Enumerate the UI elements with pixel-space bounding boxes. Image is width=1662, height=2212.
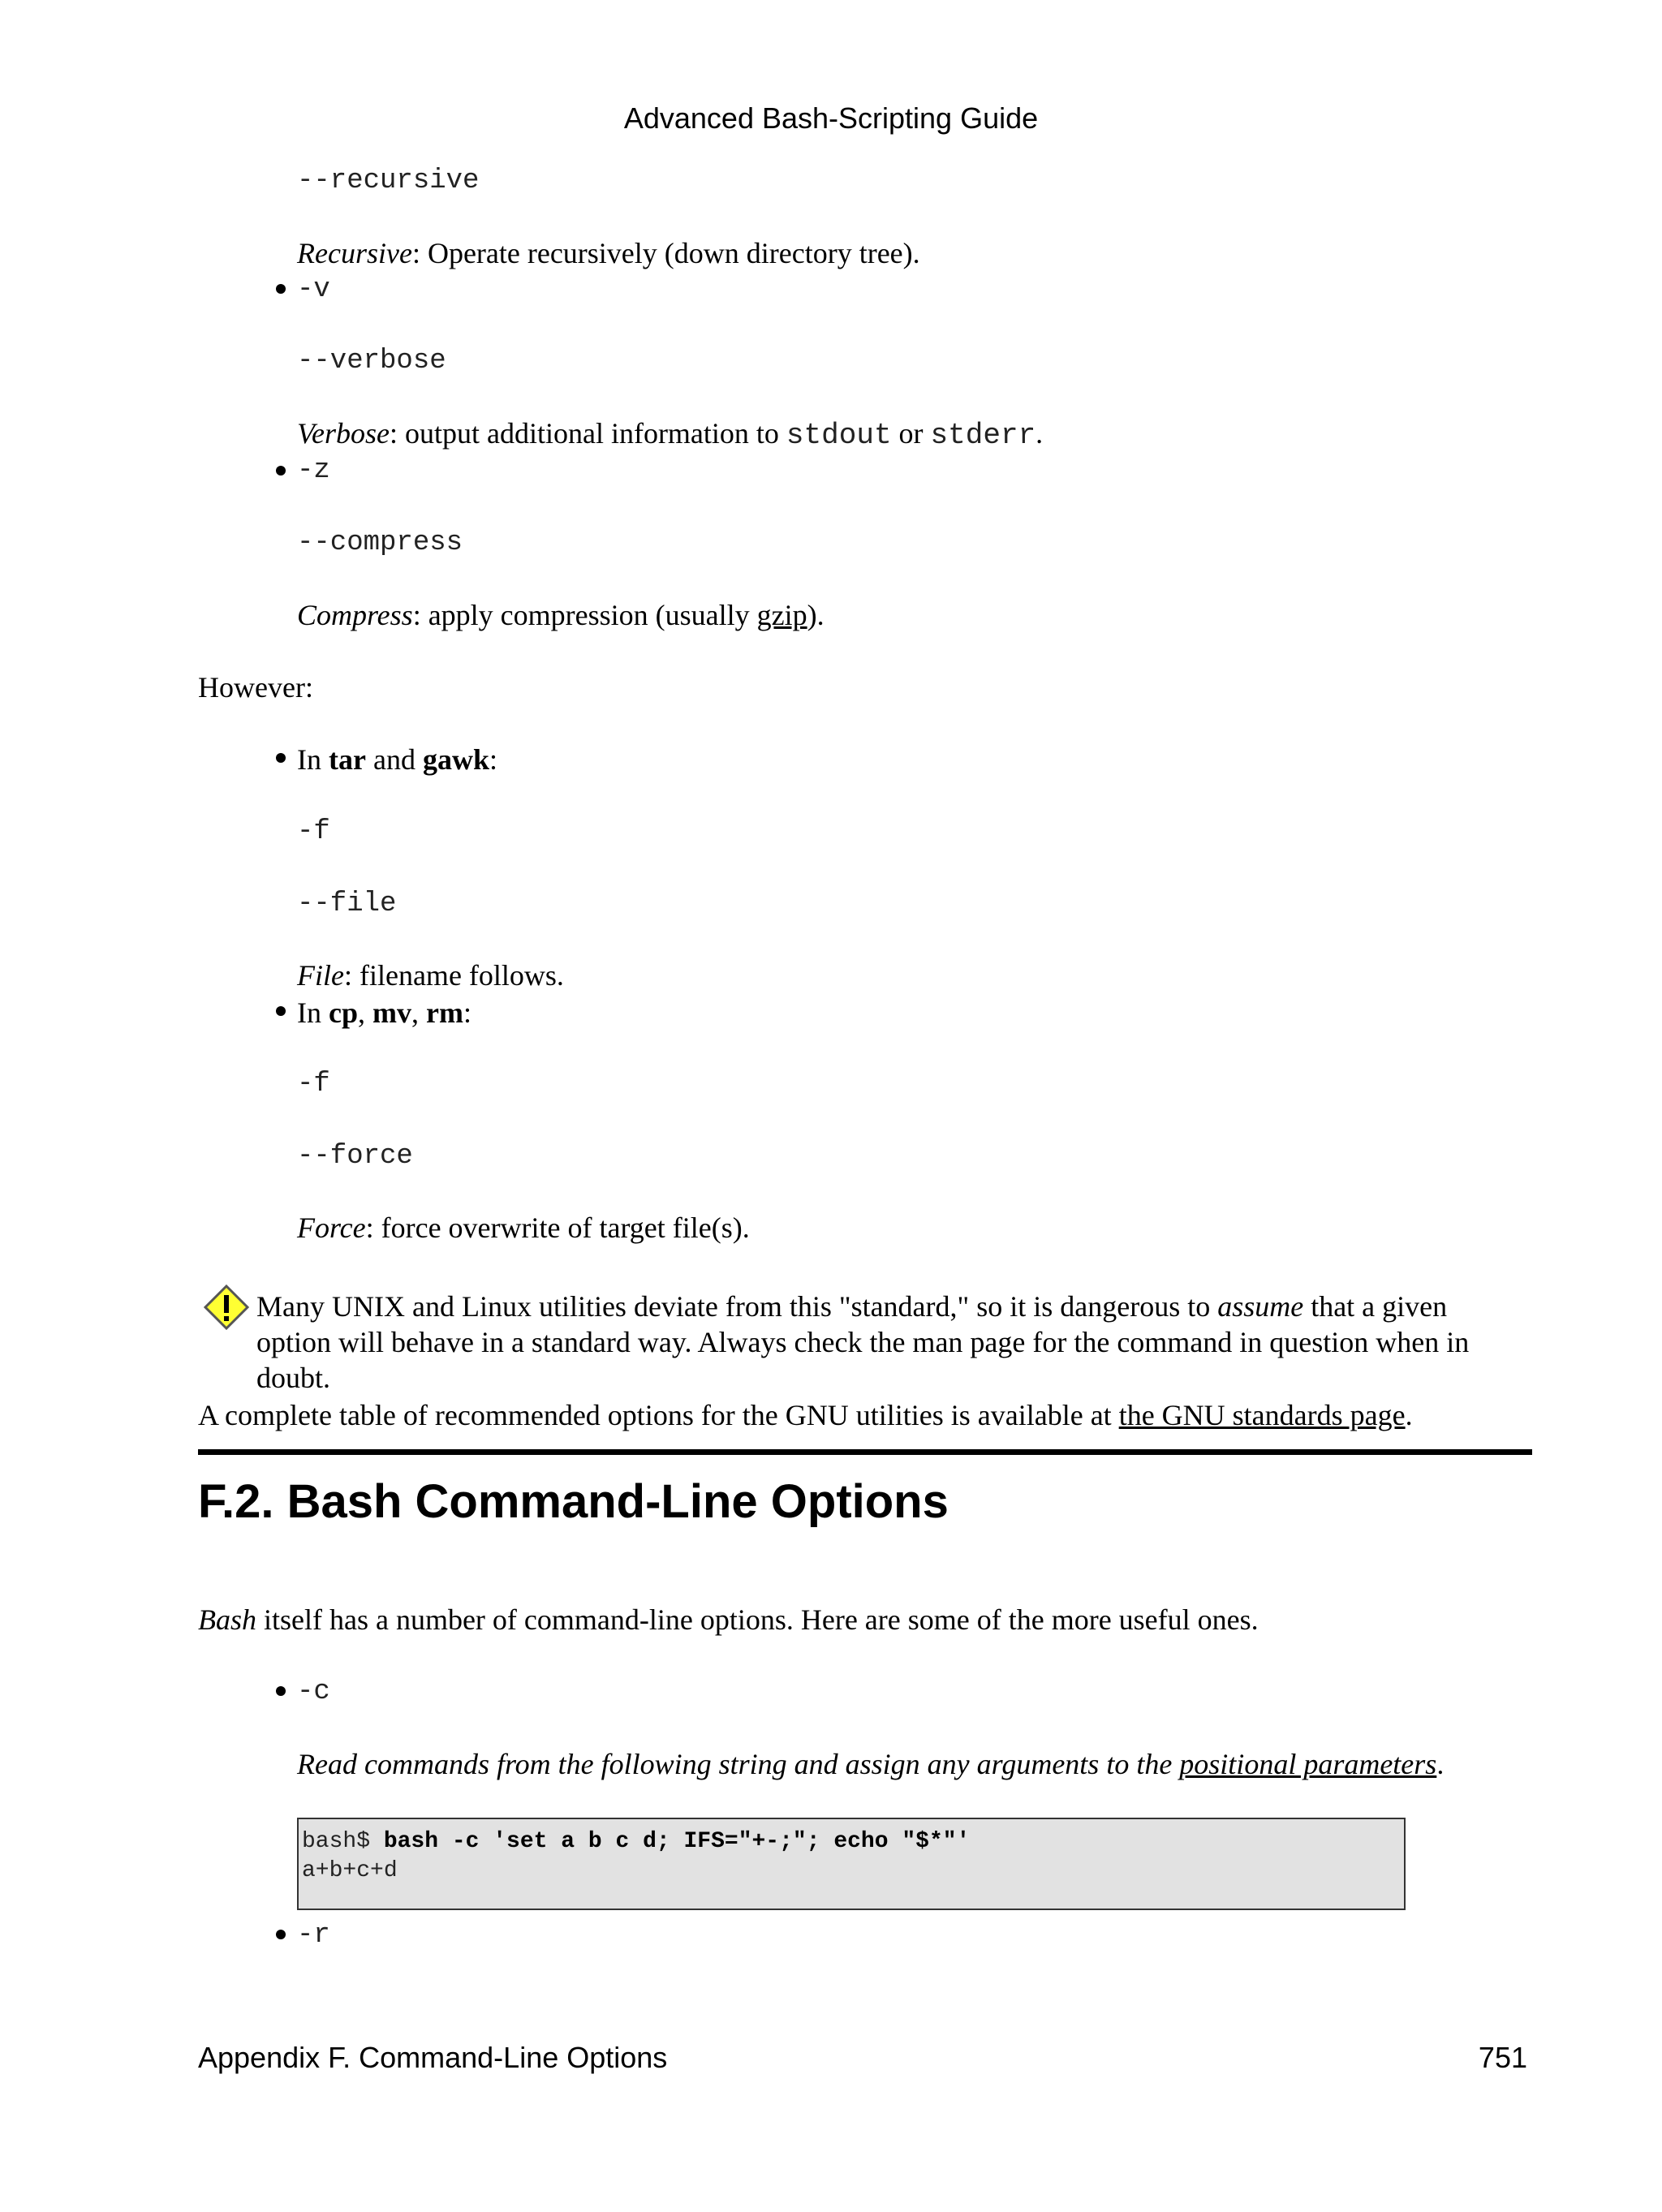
section-intro: Bash itself has a number of command-line options. Here are some of the more useful ones. (198, 1603, 1259, 1636)
running-header: Advanced Bash-Scripting Guide (623, 101, 1039, 135)
bullet (276, 1930, 286, 1939)
option-short-r: -r (297, 1920, 330, 1951)
bullet (276, 284, 286, 294)
option-long-file: --file (297, 889, 397, 919)
option-long-verbose: --verbose (297, 346, 446, 377)
option-long-recursive: --recursive (297, 166, 480, 196)
warning-icon (203, 1284, 250, 1331)
option-desc-recursive: Recursive: Operate recursively (down directory tree). (297, 237, 920, 269)
bullet (276, 753, 286, 763)
command-output: a+b+c+d (302, 1858, 398, 1883)
however-text: However: (198, 671, 313, 704)
exception-cp-mv-rm: In cp, mv, rm: (297, 996, 471, 1029)
gnu-standards-note: A complete table of recommended options for the GNU utilities is available at the GNU standards page. (198, 1399, 1413, 1431)
section-title: F.2. Bash Command-Line Options (198, 1475, 949, 1528)
option-long-force: --force (297, 1141, 413, 1172)
footer-chapter: Appendix F. Command-Line Options (198, 2041, 668, 2074)
exception-tar-gawk: In tar and gawk: (297, 743, 497, 776)
option-desc-file: File: filename follows. (297, 959, 564, 992)
option-short-f-file: -f (297, 816, 330, 847)
option-desc-force: Force: force overwrite of target file(s). (297, 1211, 750, 1244)
code-example (297, 1818, 1406, 1910)
shell-prompt: bash$ (302, 1829, 384, 1854)
option-desc-c: Read commands from the following string and assign any arguments to the positional parameters. (297, 1748, 1445, 1780)
footer-page-number: 751 (1478, 2041, 1527, 2074)
shell-command: bash -c 'set a b c d; IFS="+-;"; echo "$*"' (383, 1829, 971, 1854)
option-short-c: -c (297, 1676, 330, 1707)
stdout-code: stdout (786, 419, 892, 452)
option-short-v: -v (297, 274, 330, 305)
option-desc-verbose: Verbose: output additional information to stdout or stderr. (297, 417, 1044, 452)
option-desc-compress: Compress: apply compression (usually gzip). (297, 599, 825, 631)
stderr-code: stderr (930, 419, 1036, 452)
gnu-standards-link[interactable]: the GNU standards page (1118, 1399, 1406, 1431)
bullet (276, 1006, 286, 1016)
gzip-link[interactable]: gzip (756, 599, 807, 631)
positional-parameters-link[interactable]: positional parameters (1179, 1748, 1437, 1780)
warning-note: Many UNIX and Linux utilities deviate from this "standard," so it is dangerous to assume that a given option will behave in a standard way. Always check the man page for the command in question when in doubt. (256, 1290, 1470, 1394)
section-divider (198, 1449, 1532, 1455)
bullet (276, 466, 286, 476)
bullet (276, 1686, 286, 1696)
option-short-f-force: -f (297, 1069, 330, 1100)
option-long-compress: --compress (297, 527, 463, 558)
option-short-z: -z (297, 455, 330, 486)
